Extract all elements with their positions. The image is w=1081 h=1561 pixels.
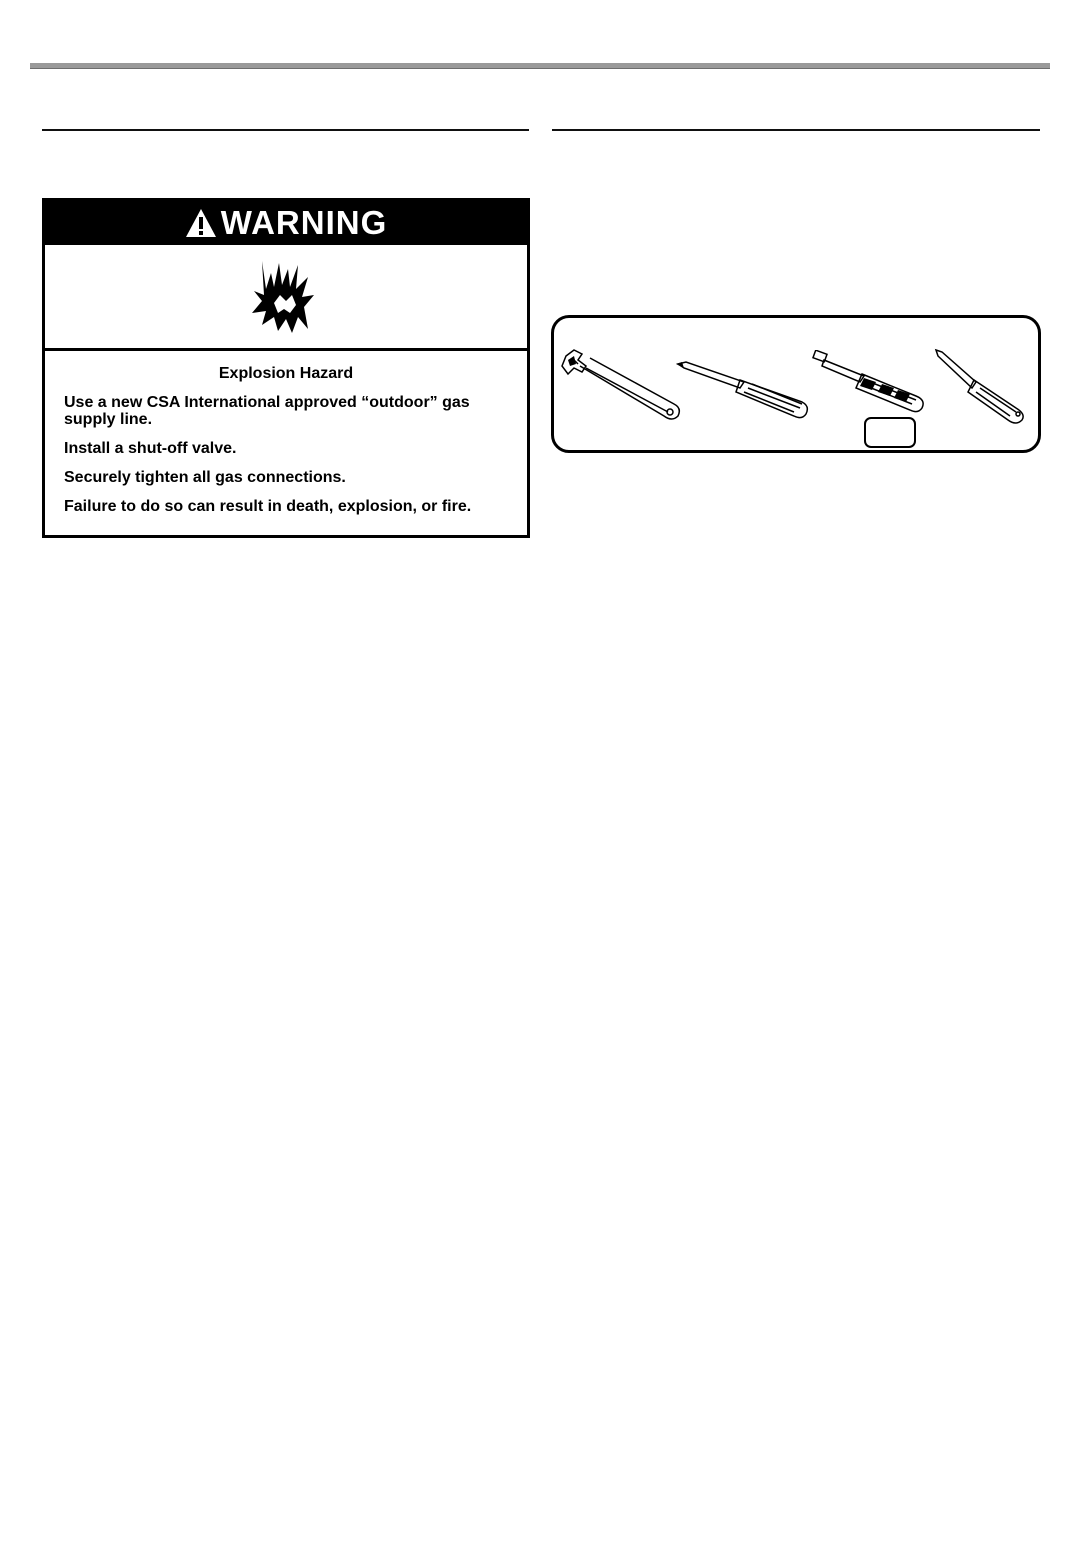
flat-screwdriver-icon [934,348,1030,424]
warning-label [42,198,530,538]
nut-driver-icon [812,350,930,416]
warning-header [45,201,527,245]
explosion-icon [244,255,328,339]
right-column-rule [552,129,1040,131]
alert-triangle-icon [185,208,217,238]
warning-line: Failure to do so can result in death, explosion, or fire. [64,498,472,515]
hazard-symbol-panel [45,245,527,351]
warning-line: Use a new CSA International approved “outdoor” gas supply line. [64,394,470,428]
warning-line: Securely tighten all gas connections. [64,469,346,486]
warning-body [45,351,527,515]
header-rule [30,63,1050,69]
adjustable-wrench-icon [560,346,684,428]
left-column-rule [42,129,529,131]
tool-label-box [864,417,916,448]
phillips-screwdriver-icon [674,358,814,422]
warning-line: Install a shut-off valve. [64,440,237,457]
warning-signal-word: WARNING [220,204,388,241]
hazard-title: Explosion Hazard [218,365,354,382]
